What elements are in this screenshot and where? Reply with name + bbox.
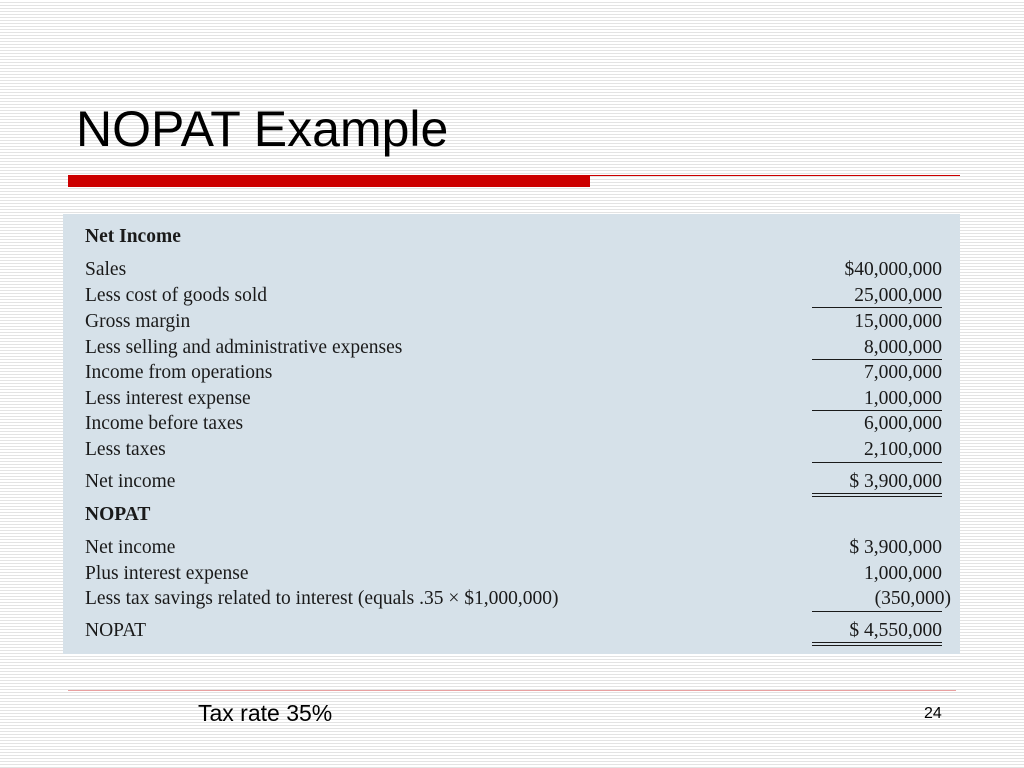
row-amount-cogs: 25,000,000 — [854, 285, 942, 306]
slide-title: NOPAT Example — [76, 101, 449, 157]
row-amount-gross-margin: 15,000,000 — [854, 311, 942, 332]
row-amount-sga: 8,000,000 — [864, 337, 942, 358]
row-amount-nopat-total: $ 4,550,000 — [849, 620, 942, 641]
row-label-tax-savings: Less tax savings related to interest (equals .35 × $1,000,000) — [85, 588, 559, 609]
total-double-underline — [812, 642, 942, 646]
subtotal-underline — [812, 410, 942, 411]
row-label-nopat-net-income: Net income — [85, 537, 176, 558]
total-double-underline — [812, 493, 942, 497]
row-label-income-from-operations: Income from operations — [85, 362, 273, 383]
row-label-gross-margin: Gross margin — [85, 311, 191, 332]
row-label-cogs: Less cost of goods sold — [85, 285, 267, 306]
row-amount-sales: $40,000,000 — [844, 259, 942, 280]
subtotal-underline — [812, 462, 942, 463]
row-label-plus-interest: Plus interest expense — [85, 563, 249, 584]
row-label-net-income-total: Net income — [85, 471, 176, 492]
row-amount-income-from-operations: 7,000,000 — [864, 362, 942, 383]
row-amount-net-income-total: $ 3,900,000 — [849, 471, 942, 492]
net-income-heading: Net Income — [85, 226, 181, 247]
row-label-income-before-taxes: Income before taxes — [85, 413, 244, 434]
row-label-nopat-total: NOPAT — [85, 620, 147, 641]
subtotal-underline — [812, 611, 942, 612]
row-amount-nopat-net-income: $ 3,900,000 — [849, 537, 942, 558]
row-label-interest-expense: Less interest expense — [85, 388, 251, 409]
row-amount-interest-expense: 1,000,000 — [864, 388, 942, 409]
footer-divider — [68, 690, 956, 691]
row-amount-plus-interest: 1,000,000 — [864, 563, 942, 584]
row-label-sales: Sales — [85, 259, 127, 280]
row-label-sga: Less selling and administrative expenses — [85, 337, 403, 358]
slide-number: 24 — [924, 705, 942, 722]
row-amount-income-before-taxes: 6,000,000 — [864, 413, 942, 434]
title-accent-line — [590, 175, 960, 176]
row-label-taxes: Less taxes — [85, 439, 166, 460]
subtotal-underline — [812, 307, 942, 308]
row-amount-tax-savings: (350,000) — [874, 588, 951, 609]
title-accent-bar — [68, 175, 590, 187]
row-amount-taxes: 2,100,000 — [864, 439, 942, 460]
income-statement-panel — [63, 214, 960, 654]
nopat-heading: NOPAT — [85, 504, 151, 525]
subtotal-underline — [812, 359, 942, 360]
tax-rate-note: Tax rate 35% — [198, 700, 333, 726]
